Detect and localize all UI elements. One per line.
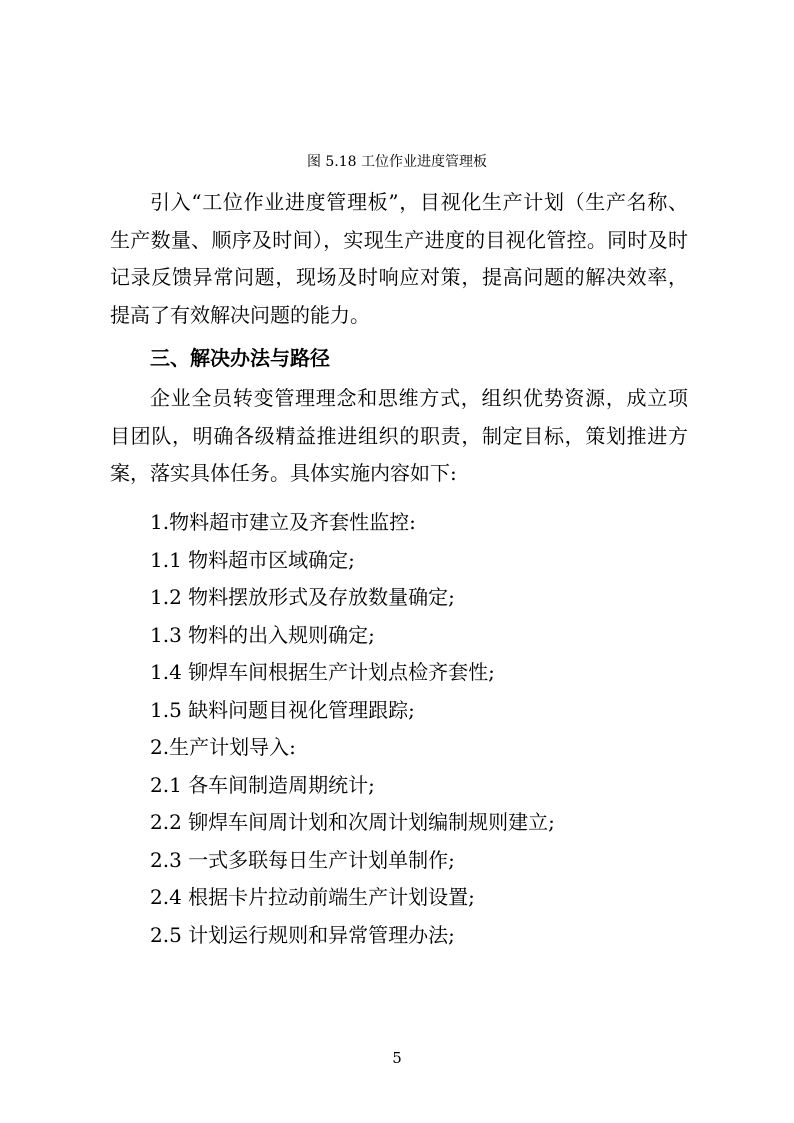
list-item: 2.1 各车间制造周期统计; bbox=[150, 772, 375, 797]
list-item: 1.物料超市建立及齐套性监控: bbox=[150, 510, 416, 534]
figure-caption: 图 5.18 工位作业进度管理板 bbox=[306, 154, 488, 170]
list-item: 2.4 根据卡片拉动前端生产计划设置; bbox=[150, 885, 475, 909]
list-item: 2.2 铆焊车间周计划和次周计划编制规则建立; bbox=[150, 810, 555, 834]
page-number: 5 bbox=[392, 1049, 402, 1067]
paragraph-intro: 引入“工位作业进度管理板”，目视化生产计划（生产名称、生产数量、顺序及时间），实现生产进度的目视化管控。同时及时记录反馈异常问题，现场及时响应对策，提高问题的解决效率，提高了有效解决问题的能力。 bbox=[110, 190, 688, 327]
list-item: 1.4 铆焊车间根据生产计划点检齐套性; bbox=[150, 660, 495, 684]
implementation-list bbox=[150, 504, 690, 954]
list-item: 2.生产计划导入: bbox=[150, 735, 296, 759]
list-item: 1.2 物料摆放形式及存放数量确定; bbox=[150, 585, 455, 609]
paragraph-approach: 企业全员转变管理理念和思维方式，组织优势资源，成立项目团队，明确各级精益推进组织的职责，制定目标，策划推进方案，落实具体任务。具体实施内容如下: bbox=[110, 386, 688, 485]
section-heading: 三、解决办法与路径 bbox=[150, 346, 330, 370]
list-item: 2.3 一式多联每日生产计划单制作; bbox=[150, 847, 455, 872]
list-item: 2.5 计划运行规则和异常管理办法; bbox=[150, 922, 455, 947]
list-item: 1.5 缺料问题目视化管理跟踪; bbox=[150, 697, 415, 722]
list-item: 1.3 物料的出入规则确定; bbox=[150, 622, 375, 647]
list-item: 1.1 物料超市区域确定; bbox=[150, 547, 355, 572]
